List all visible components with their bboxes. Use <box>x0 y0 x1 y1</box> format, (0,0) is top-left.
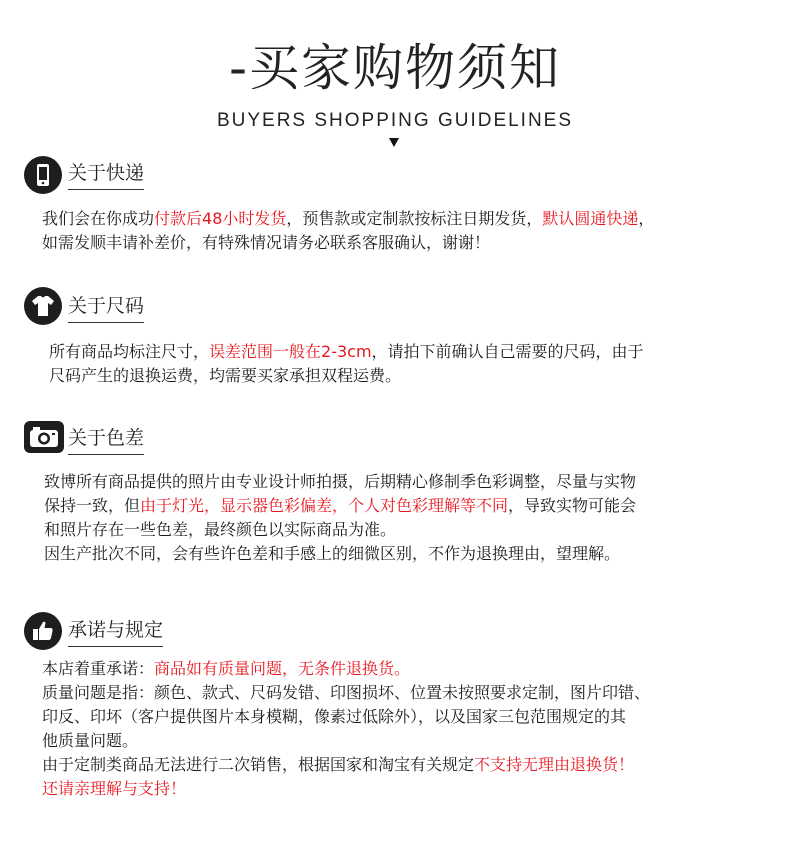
tshirt-icon <box>24 287 62 325</box>
section-heading-size: 关于尺码 <box>68 294 144 323</box>
text-line: 所有商品均标注尺寸，误差范围一般在2-3cm，请拍下前确认自己需要的尺码，由于 <box>49 342 644 361</box>
text-line: 由于定制类商品无法进行二次销售，根据国家和淘宝有关规定不支持无理由退换货！ <box>42 755 635 774</box>
section-body-shipping <box>42 207 654 255</box>
section-heading-shipping: 关于快递 <box>68 161 144 190</box>
text-line: 尺码产生的退换运费，均需要买家承担双程运费。 <box>49 366 402 385</box>
text-line: 质量问题是指：颜色、款式、尺码发错、印图损坏、位置未按照要求定制，图片印错、 <box>42 683 651 702</box>
text-line: 我们会在你成功付款后48小时发货，预售款或定制款按标注日期发货，默认圆通快递， <box>42 209 655 228</box>
page-subtitle: BUYERS SHOPPING GUIDELINES <box>216 110 574 131</box>
section-heading-color: 关于色差 <box>68 426 144 455</box>
section-body-size <box>49 340 644 388</box>
section-body-color <box>44 470 636 566</box>
camera-icon <box>24 421 64 453</box>
text-line: 如需发顺丰请补差价，有特殊情况请务必联系客服确认，谢谢！ <box>42 233 491 252</box>
page-title: -买家购物须知 <box>228 39 562 97</box>
section-body-promise <box>42 657 650 801</box>
text-line: 因生产批次不同，会有些许色差和手感上的细微区别，不作为退换理由，望理解。 <box>44 544 621 563</box>
text-line: 保持一致，但由于灯光，显示器色彩偏差，个人对色彩理解等不同，导致实物可能会 <box>44 496 637 515</box>
thumbs-up-icon <box>24 612 62 650</box>
text-line: 还请亲理解与支持！ <box>42 779 187 798</box>
down-arrow-icon <box>389 138 399 147</box>
text-line: 和照片存在一些色差，最终颜色以实际商品为准。 <box>44 520 397 539</box>
text-line: 他质量问题。 <box>42 731 139 750</box>
text-line: 本店着重承诺：商品如有质量问题，无条件退换货。 <box>42 659 411 678</box>
section-heading-promise: 承诺与规定 <box>68 618 163 647</box>
phone-icon <box>24 156 62 194</box>
text-line: 印反、印坏（客户提供图片本身模糊，像素过低除外），以及国家三包范围规定的其 <box>42 707 627 726</box>
text-line: 致博所有商品提供的照片由专业设计师拍摄，后期精心修制季色彩调整，尽量与实物 <box>44 472 637 491</box>
